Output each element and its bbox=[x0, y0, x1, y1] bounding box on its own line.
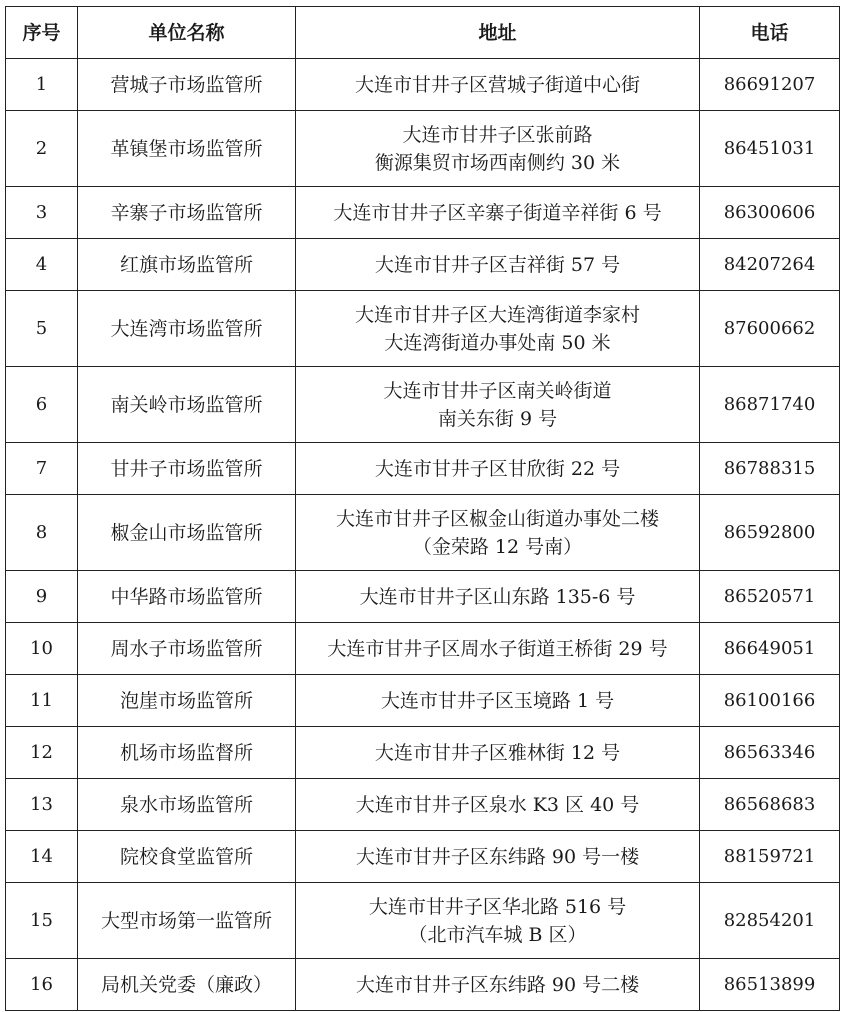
row-index: 13 bbox=[6, 779, 78, 831]
table-row bbox=[6, 675, 840, 727]
address-line: 大连市甘井子区辛寨子街道辛祥街 6 号 bbox=[333, 201, 662, 224]
table-row bbox=[6, 367, 840, 443]
row-office-name: 辛寨子市场监管所 bbox=[78, 187, 296, 239]
address-line: 大连市甘井子区营城子街道中心街 bbox=[354, 73, 640, 96]
row-address bbox=[296, 367, 700, 443]
address-line: 大连市甘井子区东纬路 90 号二楼 bbox=[355, 973, 640, 996]
row-address bbox=[296, 291, 700, 367]
row-address bbox=[296, 779, 700, 831]
address-line: 衡源集贸市场西南侧约 30 米 bbox=[374, 151, 621, 174]
row-phone: 86788315 bbox=[700, 443, 840, 495]
table-row bbox=[6, 831, 840, 883]
row-address bbox=[296, 727, 700, 779]
table-row bbox=[6, 291, 840, 367]
row-address bbox=[296, 443, 700, 495]
row-phone: 86563346 bbox=[700, 727, 840, 779]
row-office-name: 局机关党委（廉政） bbox=[78, 959, 296, 1011]
address-line: 大连市甘井子区吉祥街 57 号 bbox=[374, 253, 621, 276]
row-index: 8 bbox=[6, 495, 78, 571]
address-line: 大连市甘井子区周水子街道王桥街 29 号 bbox=[327, 637, 668, 660]
row-office-name: 泡崖市场监管所 bbox=[78, 675, 296, 727]
table-row bbox=[6, 623, 840, 675]
table-body bbox=[6, 59, 840, 1011]
table-row bbox=[6, 111, 840, 187]
header-index: 序号 bbox=[6, 7, 78, 59]
row-index: 7 bbox=[6, 443, 78, 495]
row-index: 2 bbox=[6, 111, 78, 187]
row-office-name: 泉水市场监管所 bbox=[78, 779, 296, 831]
row-phone: 86451031 bbox=[700, 111, 840, 187]
row-phone: 84207264 bbox=[700, 239, 840, 291]
address-line: 大连市甘井子区南关岭街道 bbox=[383, 379, 612, 402]
row-index: 3 bbox=[6, 187, 78, 239]
row-office-name: 革镇堡市场监管所 bbox=[78, 111, 296, 187]
address-line: 大连湾街道办事处南 50 米 bbox=[384, 331, 611, 354]
address-line: （北市汽车城 B 区） bbox=[408, 923, 587, 946]
row-office-name: 南关岭市场监管所 bbox=[78, 367, 296, 443]
row-address bbox=[296, 623, 700, 675]
row-address bbox=[296, 959, 700, 1011]
address-line: 大连市甘井子区泉水 K3 区 40 号 bbox=[355, 793, 640, 816]
header-phone: 电话 bbox=[700, 7, 840, 59]
row-phone: 86691207 bbox=[700, 59, 840, 111]
row-address bbox=[296, 883, 700, 959]
address-line: 大连市甘井子区华北路 516 号 bbox=[368, 895, 627, 918]
row-phone: 86100166 bbox=[700, 675, 840, 727]
address-line: 大连市甘井子区雅林街 12 号 bbox=[374, 741, 621, 764]
table-row bbox=[6, 727, 840, 779]
table-row bbox=[6, 443, 840, 495]
row-index: 11 bbox=[6, 675, 78, 727]
table-row bbox=[6, 959, 840, 1011]
address-line: 大连市甘井子区椒金山街道办事处二楼 bbox=[335, 507, 659, 530]
row-office-name: 椒金山市场监管所 bbox=[78, 495, 296, 571]
row-index: 10 bbox=[6, 623, 78, 675]
row-index: 12 bbox=[6, 727, 78, 779]
row-address bbox=[296, 831, 700, 883]
address-line: 大连市甘井子区山东路 135-6 号 bbox=[359, 585, 636, 608]
row-index: 9 bbox=[6, 571, 78, 623]
row-address bbox=[296, 239, 700, 291]
table-row bbox=[6, 239, 840, 291]
row-address bbox=[296, 59, 700, 111]
address-line: 大连市甘井子区大连湾街道李家村 bbox=[354, 303, 640, 326]
row-index: 15 bbox=[6, 883, 78, 959]
row-phone: 87600662 bbox=[700, 291, 840, 367]
row-office-name: 中华路市场监管所 bbox=[78, 571, 296, 623]
row-index: 5 bbox=[6, 291, 78, 367]
table-row bbox=[6, 779, 840, 831]
header-name: 单位名称 bbox=[78, 7, 296, 59]
row-address bbox=[296, 571, 700, 623]
row-index: 14 bbox=[6, 831, 78, 883]
address-line: 大连市甘井子区玉境路 1 号 bbox=[380, 689, 615, 712]
row-office-name: 院校食堂监管所 bbox=[78, 831, 296, 883]
row-address bbox=[296, 495, 700, 571]
row-office-name: 周水子市场监管所 bbox=[78, 623, 296, 675]
row-office-name: 大连湾市场监管所 bbox=[78, 291, 296, 367]
row-office-name: 营城子市场监管所 bbox=[78, 59, 296, 111]
row-office-name: 红旗市场监管所 bbox=[78, 239, 296, 291]
row-index: 16 bbox=[6, 959, 78, 1011]
address-line: 大连市甘井子区甘欣街 22 号 bbox=[374, 457, 621, 480]
row-phone: 88159721 bbox=[700, 831, 840, 883]
table-row bbox=[6, 59, 840, 111]
row-phone: 86871740 bbox=[700, 367, 840, 443]
row-phone: 82854201 bbox=[700, 883, 840, 959]
office-directory-table bbox=[5, 6, 840, 1011]
header-row bbox=[6, 7, 840, 59]
header-address: 地址 bbox=[296, 7, 700, 59]
table-row bbox=[6, 495, 840, 571]
address-line: （金荣路 12 号南） bbox=[412, 535, 583, 558]
table-row bbox=[6, 187, 840, 239]
row-index: 6 bbox=[6, 367, 78, 443]
row-phone: 86300606 bbox=[700, 187, 840, 239]
table-row bbox=[6, 883, 840, 959]
row-address bbox=[296, 111, 700, 187]
row-phone: 86649051 bbox=[700, 623, 840, 675]
row-index: 1 bbox=[6, 59, 78, 111]
row-address bbox=[296, 675, 700, 727]
row-phone: 86592800 bbox=[700, 495, 840, 571]
row-office-name: 机场市场监督所 bbox=[78, 727, 296, 779]
row-phone: 86520571 bbox=[700, 571, 840, 623]
row-address bbox=[296, 187, 700, 239]
address-line: 大连市甘井子区张前路 bbox=[402, 123, 593, 146]
row-office-name: 甘井子市场监管所 bbox=[78, 443, 296, 495]
row-phone: 86568683 bbox=[700, 779, 840, 831]
row-office-name: 大型市场第一监管所 bbox=[78, 883, 296, 959]
address-line: 大连市甘井子区东纬路 90 号一楼 bbox=[355, 845, 640, 868]
table-row bbox=[6, 571, 840, 623]
row-phone: 86513899 bbox=[700, 959, 840, 1011]
row-index: 4 bbox=[6, 239, 78, 291]
address-line: 南关东街 9 号 bbox=[437, 407, 558, 430]
